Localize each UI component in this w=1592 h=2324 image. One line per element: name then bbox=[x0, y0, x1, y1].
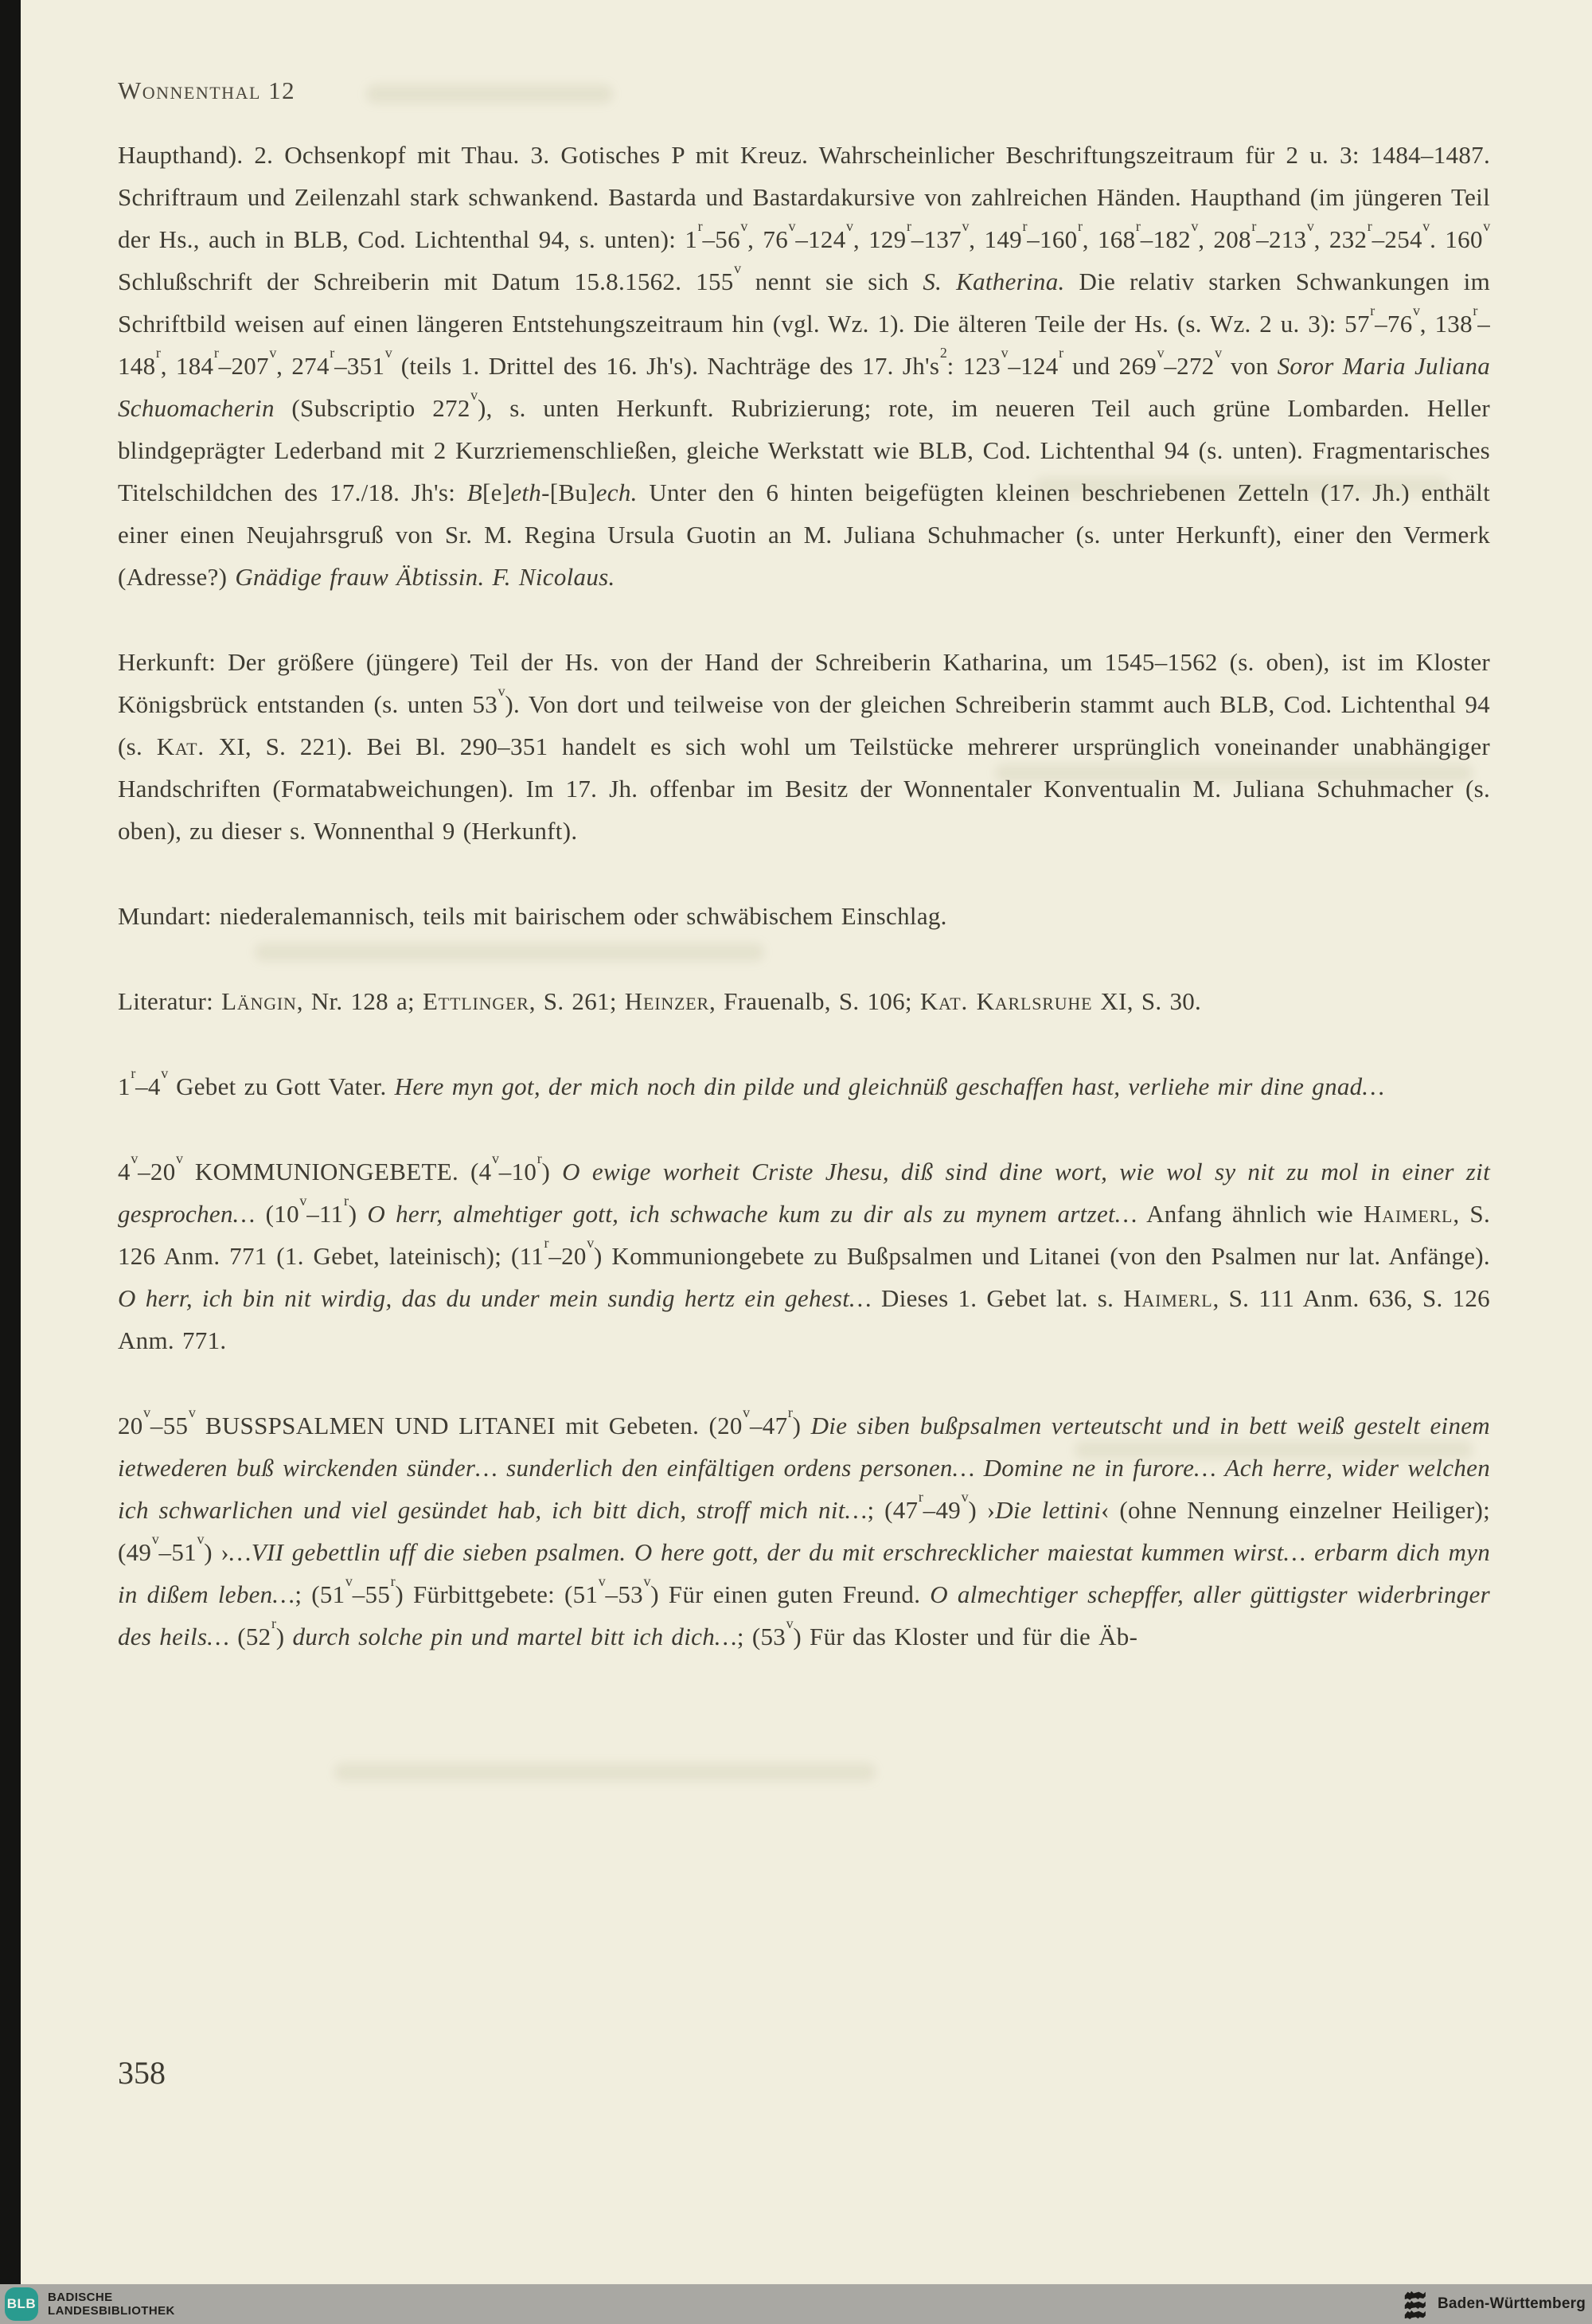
library-name bbox=[48, 2291, 175, 2318]
paragraph-physical-description: Haupthand). 2. Ochsenkopf mit Thau. 3. Gotisches P mit Kreuz. Wahrscheinlicher Beschriftungszeitraum für 2 u. 3: 1484–1487. Schriftraum und Zeilenzahl stark schwankend. Bastarda und Bastardakursive von zahlreichen Händen. Haupthand (im jüngeren Teil der Hs., auch in BLB, Cod. Lichtenthal 94, s. unten): 1$^r$–56$^v$, 76$^v$–124$^v$, 129$^r$–137$^v$, 149$^r$–160$^r$, 168$^r$–182$^v$, 208$^r$–213$^v$, 232$^r$–254$^v$. 160$^v$ Schlußschrift der Schreiberin mit Datum 15.8.1562. 155$^v$ nennt sie sich S. Katherina. Die relativ starken Schwankungen im Schriftbild weisen auf einen längeren Entstehungszeitraum hin (vgl. Wz. 1). Die älteren Teile der Hs. (s. Wz. 2 u. 3): 57$^r$–76$^v$, 138$^r$–148$^r$, 184$^r$–207$^v$, 274$^r$–351$^v$ (teils 1. Drittel des 16. Jh's). Nachträge des 17. $Jh's^2$: 123$^v$–124$^r$ und 269$^v$–272$^v$ von Soror Maria Juliana Schuomacherin (Subscriptio 272$^v$), s. unten Herkunft. Rubrizierung; rote, im neueren Teil auch grüne Lombarden. Heller blindgeprägter Lederband mit 2 Kurzriemenschließen, gleiche Werkstatt wie BLB, Cod. Lichtenthal 94 (s. unten). Fragmentarisches Titelschildchen des 17./18. Jh's: B[e]eth-[Bu]ech. Unter den 6 hinten beigefügten kleinen beschriebenen Zetteln (17. Jh.) enthält einer einen Neujahrsgruß von Sr. M. Regina Ursula Guotin an M. Juliana Schuhmacher (s. unter Herkunft), einer den Vermerk (Adresse?) Gnädige frauw Äbtissin. F. Nicolaus. bbox=[118, 141, 1491, 591]
entry-1r-4v: 1$^r$–4$^v$ Gebet zu Gott Vater. Here myn got, der mich noch din pilde und gleichnüß geschaffen hast, verliehe mir dine gnad… bbox=[118, 1065, 1385, 1100]
blb-logo-badge: BLB bbox=[5, 2287, 38, 2321]
state-name: Baden-Württemberg bbox=[1437, 2295, 1586, 2312]
paragraph-literatur: Literatur: Längin, Nr. 128 a; Ettlinger, S. 261; Heinzer, Frauenalb, S. 106; Kat. Karlsruhe XI, S. 30. bbox=[118, 987, 1202, 1015]
paragraph-mundart: Mundart: niederalemannisch, teils mit bairischem oder schwäbischem Einschlag. bbox=[118, 902, 947, 930]
footer-library-brand bbox=[0, 2287, 175, 2321]
library-name-line2: LANDESBIBLIOTHEK bbox=[48, 2304, 175, 2318]
entry-4v-20v: 4$^v$–20$^v$ KOMMUNIONGEBETE. (4$^v$–10$^r$) O ewige worheit Criste Jhesu, diß sind dine wort, wie wol sy nit zu mol in einer zit gesprochen… (10$^v$–11$^r$) O herr, almehtiger gott, ich schwache kum zu dir als zu mynem artzet… Anfang ähnlich wie Haimerl, S. 126 Anm. 771 (1. Gebet, lateinisch); (11$^r$–20$^v$) Kommuniongebete zu Bußpsalmen und Litanei (von den Psalmen nur lat. Anfänge). O herr, ich bin nit wirdig, das du under mein sundig hertz ein gehest… Dieses 1. Gebet lat. s. Haimerl, S. 111 Anm. 636, S. 126 Anm. 771. bbox=[118, 1150, 1490, 1354]
running-head: Wonnenthal 12 bbox=[118, 76, 296, 104]
page-number: 358 bbox=[118, 2055, 166, 2091]
catalog-text-block bbox=[118, 134, 1490, 1701]
bleedthrough-artifact bbox=[366, 84, 613, 104]
baden-wuerttemberg-lions-icon bbox=[1403, 2288, 1428, 2320]
library-footer-bar bbox=[0, 2284, 1592, 2324]
scan-gutter-edge bbox=[0, 0, 21, 2284]
entry-20v-55v: 20$^v$–55$^v$ BUSSPSALMEN UND LITANEI mit Gebeten. (20$^v$–47$^r$) Die siben bußpsalmen verteutscht und in bett weiß gestelt einem ietwederen buß wirckenden sünder… sunderlich den einfältigen ordens personen… Domine ne in furore… Ach herre, wider welchen ich schwarlichen und viel gesündet hab, ich bitt dich, stroff mich nit…; (47$^r$–49$^v$) ›Die lettini‹ (ohne Nennung einzelner Heiliger); (49$^v$–51$^v$) ›…VII gebettlin uff die sieben psalmen. O here gott, der du mit erschrecklicher maiestat kummen wirst… erbarm dich myn in dißem leben…; (51$^v$–55$^r$) Fürbittgebete: (51$^v$–53$^v$) Für einen guten Freund. O almechtiger schepffer, aller güttigster widerbringer des heils… (52$^r$) durch solche pin und martel bitt ich dich…; (53$^v$) Für das Kloster und für die Äb- bbox=[118, 1404, 1491, 1650]
paragraph-herkunft: Herkunft: Der größere (jüngere) Teil der Hs. von der Hand der Schreiberin Katharina, um 1545–1562 (s. oben), ist im Kloster Königsbrück entstanden (s. unten 53$^v$). Von dort und teilweise von der gleichen Schreiberin stammt auch BLB, Cod. Lichtenthal 94 (s. Kat. XI, S. 221). Bei Bl. 290–351 handelt es sich wohl um Teilstücke mehrerer ursprünglich voneinander unabhängiger Handschriften (Formatabweichungen). Im 17. Jh. offenbar im Besitz der Wonnentaler Konventualin M. Juliana Schuhmacher (s. oben), zu dieser s. Wonnenthal 9 (Herkunft). bbox=[118, 648, 1491, 845]
bleedthrough-artifact bbox=[334, 1764, 876, 1781]
footer-state-brand bbox=[1403, 2288, 1592, 2320]
library-name-line1: BADISCHE bbox=[48, 2291, 113, 2304]
